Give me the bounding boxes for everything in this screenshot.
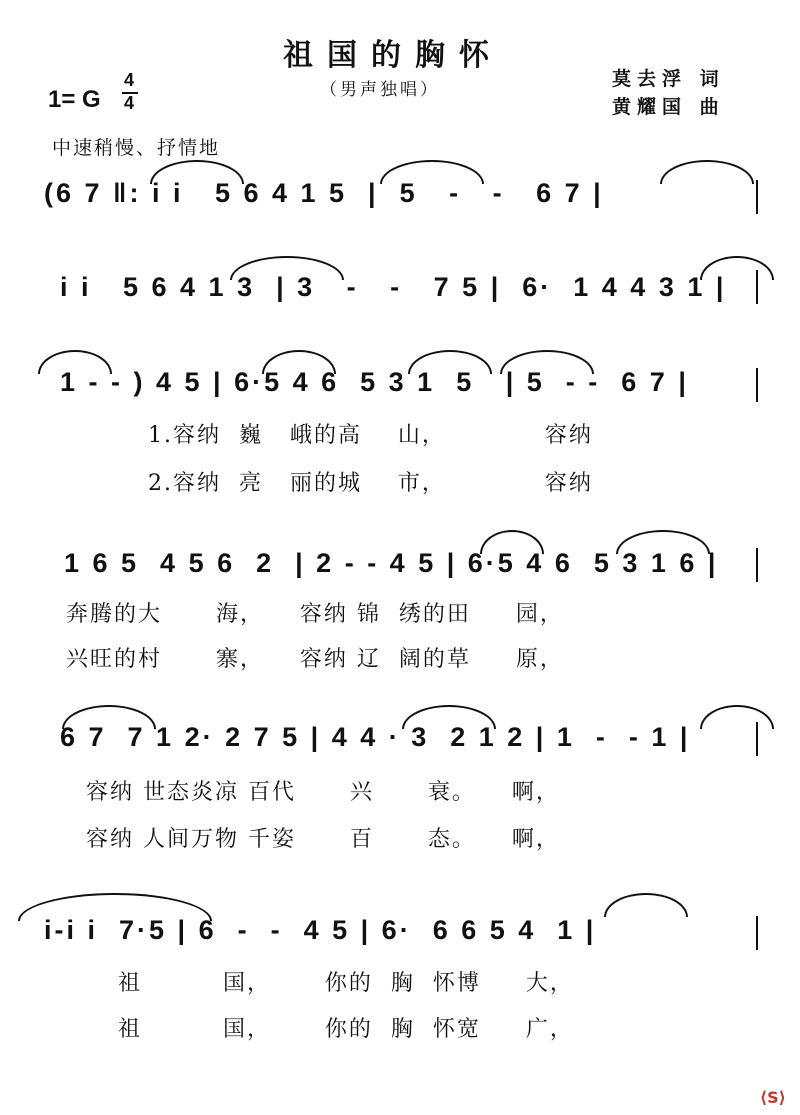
slur xyxy=(380,160,484,184)
slur xyxy=(700,705,774,729)
slur xyxy=(230,256,344,280)
bar-line xyxy=(756,270,758,304)
lyric-row-3-verse-2: 2.容纳 亮 丽的城 市， 容纳 xyxy=(148,471,593,496)
bar-line xyxy=(756,180,758,214)
notation-row-1: (6 7 ‖: i i 5 6 4 1 5 | 5 - - 6 7 | xyxy=(44,178,604,208)
time-signature-top: 4 xyxy=(124,70,135,90)
lyric-row-5-verse-1: 容纳 世态炎凉 百代 兴 衰。 啊， xyxy=(86,780,560,805)
lyricist-credit: 莫去浮 词 xyxy=(612,68,725,90)
bar-line xyxy=(756,916,758,950)
slur xyxy=(500,350,594,374)
lyric-row-4-verse-2: 兴旺的村 寨， 容纳 辽 阔的草 原， xyxy=(66,647,564,672)
slur xyxy=(402,705,496,729)
bar-line xyxy=(756,548,758,582)
lyric-row-5-verse-2: 容纳 人间万物 千姿 百 态。 啊， xyxy=(86,827,560,852)
slur xyxy=(18,893,212,921)
notation-row-2: i i 5 6 4 1 3 | 3 - - 7 5 | 6· 1 4 4 3 1 | xyxy=(60,272,727,302)
slur xyxy=(660,160,754,184)
tempo-marking: 中速稍慢、抒情地 xyxy=(52,137,221,159)
slur xyxy=(408,350,492,374)
time-signature-bottom: 4 xyxy=(124,93,135,113)
slur xyxy=(38,350,112,374)
performance-note: （男声独唱） xyxy=(320,80,440,100)
slur xyxy=(262,350,336,374)
slur xyxy=(604,893,688,917)
lyric-row-6-verse-2: 祖 国， 你的 胸 怀宽 广， xyxy=(118,1017,574,1042)
bar-line xyxy=(756,368,758,402)
key-signature: 1= G xyxy=(48,86,101,113)
bar-line xyxy=(756,722,758,756)
site-logo xyxy=(760,1088,786,1107)
slur xyxy=(616,530,710,554)
slur xyxy=(150,160,244,184)
slur xyxy=(700,256,774,280)
notation-row-4: 1 6 5 4 5 6 2 | 2 - - 4 5 | 6·5 4 6 5 3 1 6 | xyxy=(64,548,719,578)
lyric-row-6-verse-1: 祖 国， 你的 胸 怀博 大， xyxy=(118,971,574,996)
notation-row-6: i-i i 7·5 | 6 - - 4 5 | 6· 6 6 5 4 1 | xyxy=(44,915,597,945)
notation-row-3: 1 - - ) 4 5 | 6·5 4 6 5 3 1 5 | 5 - - 6 7 | xyxy=(60,367,689,397)
song-title: 祖国的胸怀 xyxy=(283,38,503,73)
composer-credit: 黄耀国 曲 xyxy=(612,96,725,118)
lyric-row-4-verse-1: 奔腾的大 海， 容纳 锦 绣的田 园， xyxy=(66,602,564,627)
lyric-row-3-verse-1: 1.容纳 巍 峨的高 山， 容纳 xyxy=(148,423,593,448)
logo-icon: ⟨S⟩ xyxy=(759,1088,786,1107)
notation-row-5: 6 7 7 1 2· 2 7 5 | 4 4 · 3 2 1 2 | 1 - - 1 | xyxy=(60,722,691,752)
slur xyxy=(62,705,156,729)
slur xyxy=(480,530,544,554)
